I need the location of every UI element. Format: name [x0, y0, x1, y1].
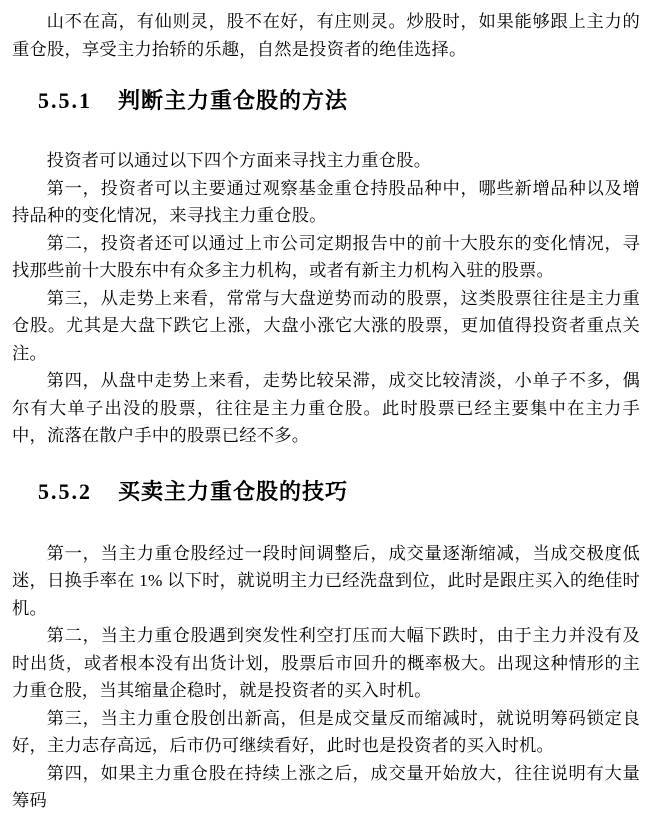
section1-paragraph-overview: 投资者可以通过以下四个方面来寻找主力重仓股。 — [46, 151, 432, 170]
section-heading-5-5-1 — [38, 87, 640, 115]
section-heading-5-5-2 — [38, 478, 640, 506]
section1-paragraph-first: 第一，投资者可以主要通过观察基金重仓持股品种中，哪些新增品种以及增持品种的变化情况，来寻找主力重仓股。 — [12, 178, 640, 225]
section-number: 5.5.1 — [38, 88, 92, 113]
section-title: 买卖主力重仓股的技巧 — [118, 478, 349, 504]
section-number: 5.5.2 — [38, 478, 92, 504]
intro-paragraph: 山不在高，有仙则灵，股不在好，有庄则灵。炒股时，如果能够跟上主力的重仓股，享受主力抬轿的乐趣，自然是投资者的绝佳选择。 — [12, 12, 640, 59]
section-title: 判断主力重仓股的方法 — [118, 88, 349, 113]
section2-paragraph-third: 第三，当主力重仓股创出新高，但是成交量反而缩减时，就说明筹码锁定良好，主力志存高远，后市仍可继续看好，此时也是投资者的买入时机。 — [12, 708, 640, 755]
section2-paragraph-fourth-truncated: 第四，如果主力重仓股在持续上涨之后，成交量开始放大，往往说明有大量筹码 — [12, 763, 640, 810]
section2-paragraph-first: 第一，当主力重仓股经过一段时间调整后，成交量逐渐缩减，当成交极度低迷，日换手率在 1% 以下时，就说明主力已经洗盘到位，此时是跟庄买入的绝佳时机。 — [12, 543, 640, 618]
section2-paragraph-second: 第二，当主力重仓股遇到突发性利空打压而大幅下跌时，由于主力并没有及时出货，或者根本没有出货计划，股票后市回升的概率极大。出现这种情形的主力重仓股，当其缩量企稳时，就是投资者的买入时机。 — [12, 626, 640, 700]
section1-paragraph-second: 第二，投资者还可以通过上市公司定期报告中的前十大股东的变化情况，寻找那些前十大股东中有众多主力机构，或者有新主力机构入驻的股票。 — [12, 233, 640, 280]
section1-paragraph-fourth: 第四，从盘中走势上来看，走势比较呆滞，成交比较清淡，小单子不多，偶尔有大单子出没的股票，往往是主力重仓股。此时股票已经主要集中在主力手中，流落在散户手中的股票已经不多。 — [12, 371, 640, 445]
section1-paragraph-third: 第三，从走势上来看，常常与大盘逆势而动的股票，这类股票往往是主力重仓股。尤其是大盘下跌它上涨，大盘小涨它大涨的股票，更加值得投资者重点关注。 — [12, 288, 640, 363]
